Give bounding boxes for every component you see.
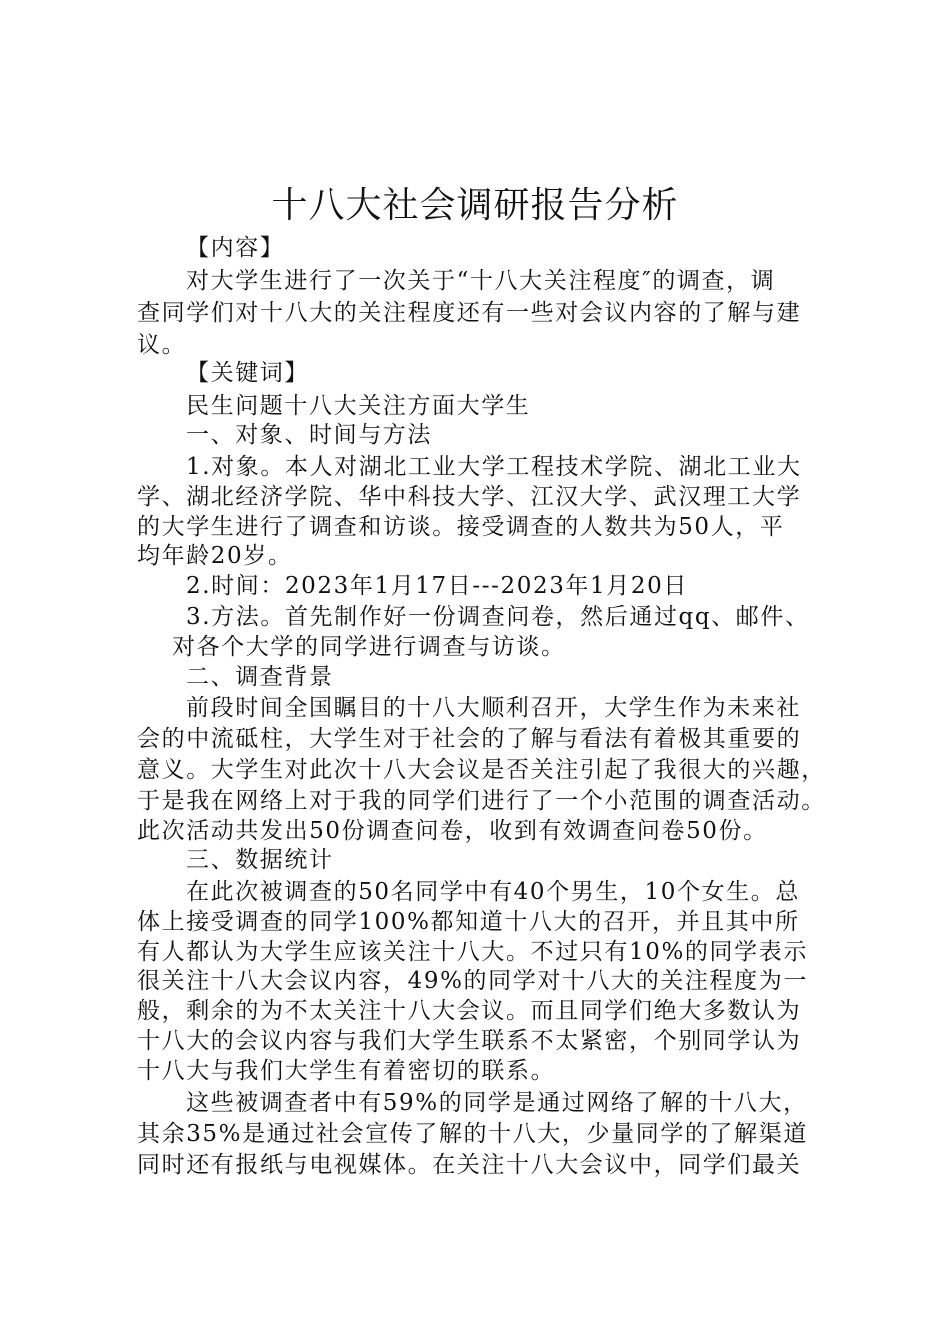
paragraph-line: 其余35%是通过社会宣传了解的十八大，少量同学的了解渠道 [137,1121,808,1147]
paragraph-line: 3.方法。首先制作好一份调查问卷，然后通过qq、邮件、 [186,604,810,630]
section-label-keywords: 【关键词】 [186,360,309,386]
paragraph-line: 会的中流砥柱，大学生对于社会的了解与看法有着极其重要的 [137,726,802,752]
paragraph-line: 有人都认为大学生应该关注十八大。不过只有10%的同学表示 [137,939,808,965]
paragraph-line: 的大学生进行了调查和访谈。接受调查的人数共为50人，平 [137,514,785,540]
document-title: 十八大社会调研报告分析 [271,185,679,226]
paragraph-line: 意义。大学生对此次十八大会议是否关注引起了我很大的兴趣， [137,757,826,783]
paragraph-line: 十八大与我们大学生有着密切的联系。 [137,1058,556,1084]
paragraph-line: 很关注十八大会议内容，49%的同学对十八大的关注程度为一 [137,968,808,994]
paragraph-line: 在此次被调查的50名同学中有40个男生，10个女生。总 [186,879,800,905]
section-label-content: 【内容】 [186,235,285,261]
section-heading: 一、对象、时间与方法 [186,422,432,448]
paragraph-line: 议。 [137,332,187,358]
paragraph-line: 于是我在网络上对于我的同学们进行了一个小范围的调查活动。 [137,788,826,814]
paragraph-line: 1.对象。本人对湖北工业大学工程技术学院、湖北工业大 [186,454,802,480]
section-heading: 三、数据统计 [186,847,334,873]
paragraph-line: 体上接受调查的同学100%都知道十八大的召开，并且其中所 [137,909,800,935]
keywords-line: 民生问题十八大关注方面大学生 [186,393,531,419]
paragraph-line: 般，剩余的为不太关注十八大会议。而且同学们绝大多数认为 [137,998,802,1024]
paragraph-line: 对各个大学的同学进行调查与访谈。 [172,634,566,660]
paragraph-line: 同时还有报纸与电视媒体。在关注十八大会议中，同学们最关 [137,1152,802,1178]
paragraph-line: 查同学们对十八大的关注程度还有一些对会议内容的了解与建 [137,300,802,326]
paragraph-line: 前段时间全国瞩目的十八大顺利召开，大学生作为未来社 [186,695,801,721]
section-heading: 二、调查背景 [186,664,334,690]
paragraph-line: 对大学生进行了一次关于“十八大关注程度″的调查，调 [186,268,776,294]
paragraph-line: 2.时间：2023年1月17日---2023年1月20日 [186,573,688,599]
paragraph-line: 学、湖北经济学院、华中科技大学、江汉大学、武汉理工大学 [137,484,802,510]
paragraph-line: 此次活动共发出50份调查问卷，收到有效调查问卷50份。 [137,818,768,844]
paragraph-line: 十八大的会议内容与我们大学生联系不太紧密，个别同学认为 [137,1028,802,1054]
paragraph-line: 均年龄20岁。 [137,543,293,569]
paragraph-line: 这些被调查者中有59%的同学是通过网络了解的十八大， [186,1090,808,1116]
